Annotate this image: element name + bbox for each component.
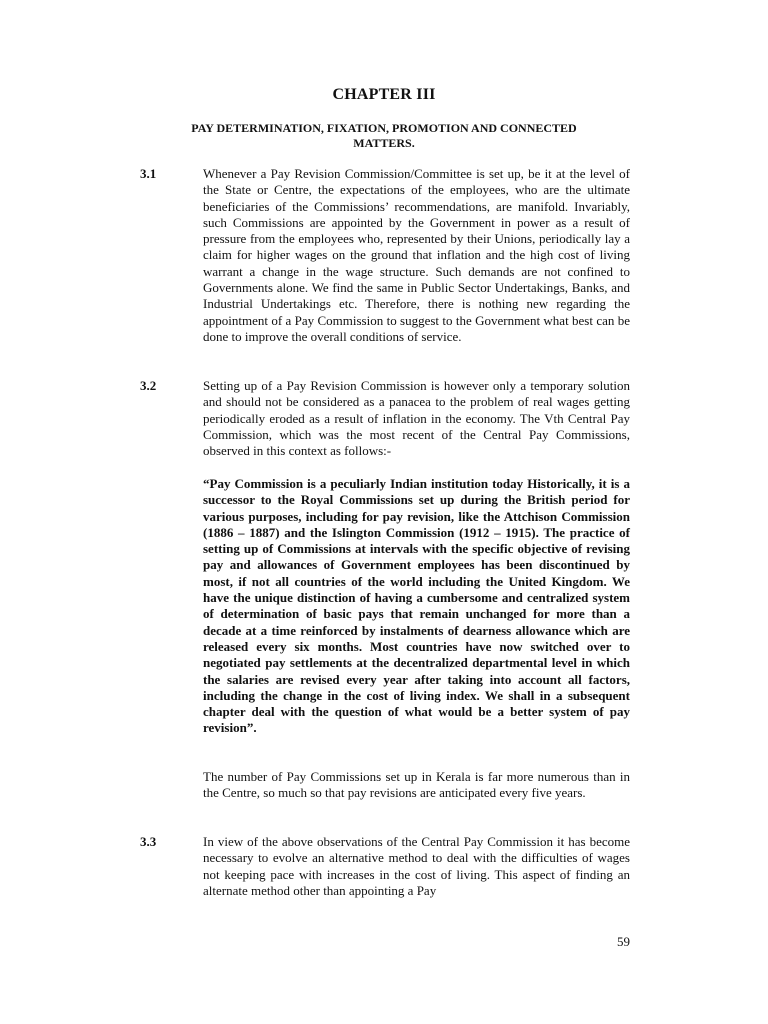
section-3-3-paragraph: In view of the above observations of the Central Pay Commission it has become necessary to evolve an alternative method to deal with the difficulties of wages not keeping pace with increases in the cost of living. This aspect of finding an alternate method other than appointing a Pay xyxy=(203,834,630,898)
section-3-2-quotation: “Pay Commission is a peculiarly Indian institution today Historically, it is a successor to the Royal Commissions set up during the British period for various purposes, including for pay revision, like the Attchison Commission (1886 – 1887) and the Islington Commission (1912 – 1915). The practice of setting up of Commissions at intervals with the specific objective of revising pay and allowances of Government employees has been discontinued by most, if not all countries of the world including the United Kingdom. We have the unique distinction of having a cumbersome and centralized system of determination of basic pays that remain unchanged for more than a decade at a time reinforced by instalments of dearness allowance which are released every six months. Most countries have now switched over to negotiated pay settlements at the decentralized departmental level in which the salaries are revised every year after taking into account all factors, including the change in the cost of living index. We shall in a subsequent chapter deal with the question of what would be a better system of pay revision”. xyxy=(203,476,630,736)
section-3-2-paragraph: Setting up of a Pay Revision Commission is however only a temporary solution and should not be considered as a panacea to the problem of real wages getting periodically eroded as a result of inflation in the economy. The Vth Central Pay Commission, which was the most recent of the Central Pay Commissions, observed in this context as follows:- xyxy=(203,378,630,459)
chapter-title: CHAPTER III xyxy=(332,86,436,103)
section-number-3-2: 3.2 xyxy=(140,378,157,393)
section-3-2-closing-paragraph: The number of Pay Commissions set up in Kerala is far more numerous than in the Centre, so much so that pay revisions are anticipated every five years. xyxy=(203,769,630,801)
section-number-3-1: 3.1 xyxy=(140,166,157,181)
section-number-3-3: 3.3 xyxy=(140,834,157,849)
section-3-1-paragraph: Whenever a Pay Revision Commission/Committee is set up, be it at the level of the State or Centre, the expectations of the employees, who are the ultimate beneficiaries of the Commissions’ recommendations, are manifold. Invariably, such Commissions are appointed by the Government in power as a result of pressure from the employees who, represented by their Unions, periodically lay a claim for higher wages on the ground that inflation and the high cost of living warrant a change in the wage structure. Such demands are not confined to Governments alone. We find the same in Public Sector Undertakings, Banks, and Industrial Undertakings etc. Therefore, there is nothing new regarding the appointment of a Pay Commission to suggest to the Government what best can be done to improve the overall conditions of service. xyxy=(203,166,630,344)
page-number: 59 xyxy=(617,934,630,949)
chapter-subtitle: PAY DETERMINATION, FIXATION, PROMOTION AND CONNECTED MATTERS. xyxy=(191,121,577,150)
